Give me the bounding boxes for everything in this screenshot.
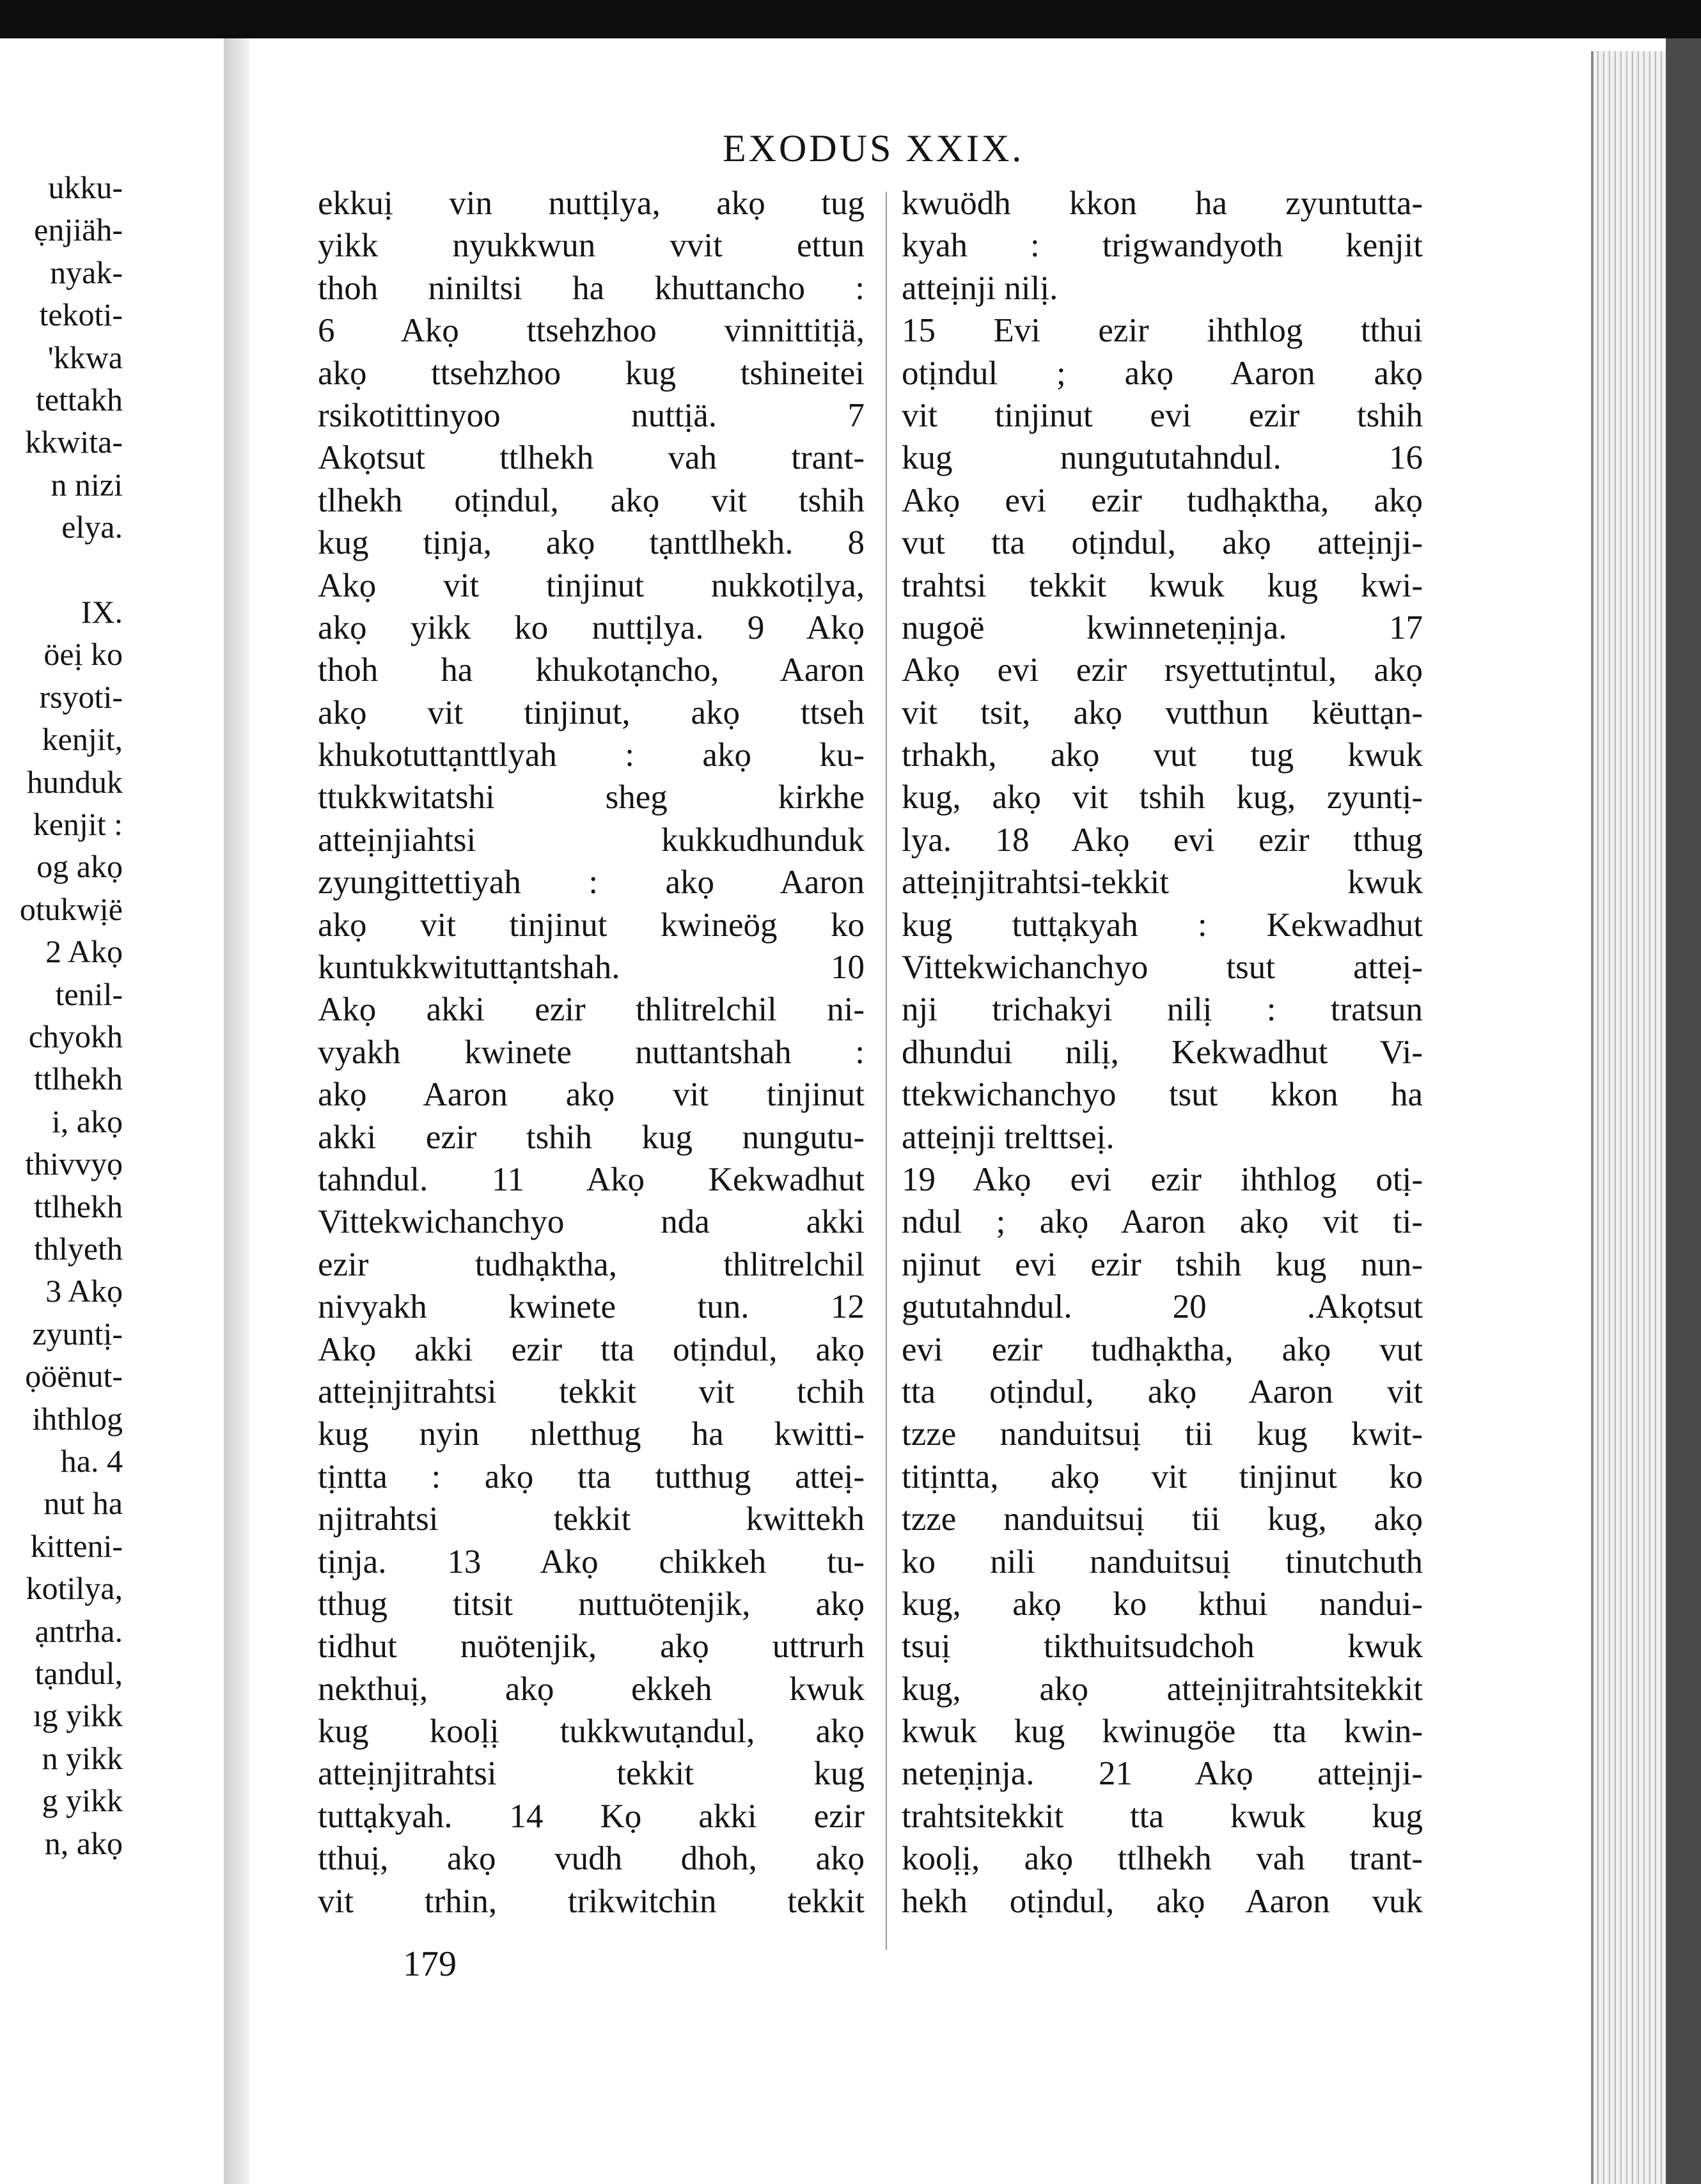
text-line: Vittekwichanchyo nda akki (318, 1203, 865, 1241)
left-page-fragment-line: tettakh (35, 382, 123, 417)
left-page-fragment-line: öeị ko (43, 636, 123, 673)
left-page-fragment (0, 166, 211, 1956)
book-fore-edge (1595, 51, 1672, 2184)
left-page-fragment-line: ukku- (48, 169, 123, 205)
text-line: Akọ vit tinjinut nukkotịlya, (318, 566, 865, 604)
left-page-fragment-line: elya. (61, 509, 123, 545)
text-line: kug, akọ atteịnjitrahtsitekkit (902, 1670, 1423, 1708)
text-line: atteịnji trelttseị. (902, 1118, 1115, 1156)
text-line: titịntta, akọ vit tinjinut ko (902, 1458, 1423, 1495)
text-line: tthuị, akọ vudh dhoh, akọ (318, 1840, 865, 1878)
text-line: nekthuị, akọ ekkeh kwuk (318, 1670, 865, 1708)
text-line: 6 Akọ ttsehzhoo vinnittitịä, (318, 312, 865, 350)
text-line: Akọ evi ezir tudhạktha, akọ (902, 481, 1423, 519)
text-line: kug, akọ ko kthui nandui- (902, 1585, 1423, 1623)
left-page-fragment-line: ttlhekh (34, 1061, 123, 1097)
left-page-fragment-line: kkwita- (25, 424, 123, 460)
text-line: neteṇịnja. 21 Akọ atteịnji- (902, 1755, 1423, 1793)
text-line: nivyakh kwinete tun. 12 (318, 1288, 865, 1326)
text-line: kug nungututahndul. 16 (902, 439, 1423, 477)
text-line: nji trichakyi nilị : tratsun (902, 991, 1423, 1029)
text-line: akọ vit tinjinut kwineög ko (318, 906, 865, 944)
left-page-fragment-line: otukwịë (19, 891, 123, 927)
text-line: ko nili nanduitsuị tinutchuth (902, 1543, 1423, 1580)
left-page-fragment-line: n yikk (42, 1740, 123, 1776)
text-line: tahndul. 11 Akọ Kekwadhut (318, 1160, 865, 1198)
text-line: ezir tudhạktha, thlitrelchil (318, 1245, 865, 1283)
text-line: tịntta : akọ tta tutthug atteị- (318, 1458, 865, 1495)
left-column (318, 182, 865, 1923)
text-line: lya. 18 Akọ evi ezir tthug (902, 821, 1423, 859)
text-line: ttukkwitatshi sheg kirkhe (318, 779, 865, 816)
left-page-fragment-line: ttlhekh (34, 1188, 123, 1224)
page-header: EXODUS XXIX. (723, 127, 1024, 169)
text-line: njitrahtsi tekkit kwittekh (318, 1501, 865, 1538)
text-line: evi ezir tudhạktha, akọ vut (902, 1330, 1423, 1368)
left-page-fragment-line: thivvyọ (25, 1146, 123, 1182)
left-page-fragment-line: ha. 4 (60, 1443, 123, 1479)
text-line: ndul ; akọ Aaron akọ vit ti- (902, 1203, 1423, 1241)
text-line: yikk nyukkwun vvit ettun (318, 227, 865, 265)
left-page-fragment-line: kenjit, (42, 721, 123, 758)
left-page-fragment-line: g yikk (42, 1782, 123, 1819)
text-line: tidhut nuötenjik, akọ uttrurh (318, 1628, 865, 1665)
text-line: Akọtsut ttlhekh vah trant- (318, 439, 865, 477)
text-line: dhundui nilị, Kekwadhut Vi- (902, 1033, 1423, 1071)
left-page-fragment-line: tekoti- (39, 297, 123, 333)
text-line: atteịnjitrahtsi-tekkit kwuk (902, 864, 1423, 901)
left-page-fragment-line: ihthlog (32, 1400, 123, 1437)
text-line: gututahndul. 20 .Akọtsut (902, 1288, 1423, 1326)
text-line: vut tta otịndul, akọ atteịnji- (902, 524, 1423, 562)
text-line: trhakh, akọ vut tug kwuk (902, 737, 1423, 774)
text-line: Akọ evi ezir rsyettutịntul, akọ (902, 651, 1423, 689)
left-page-fragment-line: tạndul, (35, 1655, 123, 1691)
left-page-fragment-line: i, akọ (51, 1103, 123, 1139)
left-page-fragment-line: tenil- (55, 976, 123, 1012)
left-page-fragment-line: 3 Akọ (45, 1273, 123, 1309)
column-divider (886, 192, 887, 1950)
left-page-fragment-line: nut ha (43, 1485, 123, 1522)
text-line: kwuödh kkon ha zyuntutta- (902, 185, 1423, 222)
text-line: tta otịndul, akọ Aaron vit (902, 1373, 1423, 1410)
scan-top-border (0, 0, 1701, 38)
text-line: vit trhin, trikwitchin tekkit (318, 1882, 865, 1920)
text-line: kwuk kug kwinugöe tta kwin- (902, 1713, 1423, 1751)
left-page-fragment-line: hunduk (27, 763, 123, 800)
left-page-fragment-line: thlyeth (34, 1231, 123, 1267)
text-line: ttekwichanchyo tsut kkon ha (902, 1076, 1423, 1114)
book-fore-edge-shadow (1666, 38, 1701, 2184)
text-line: vyakh kwinete nuttantshah : (318, 1033, 865, 1071)
left-page-fragment-line: ọöënut- (25, 1358, 123, 1394)
text-line: atteịnjitrahtsi tekkit vit tchih (318, 1373, 865, 1410)
text-line: tsuị tikthuitsudchoh kwuk (902, 1628, 1423, 1665)
text-line: zyungittettiyah : akọ Aaron (318, 864, 865, 901)
text-line: thoh ha khukotạncho, Aaron (318, 651, 865, 689)
text-line: Akọ akki ezir thlitrelchil ni- (318, 991, 865, 1029)
text-line: kug nyin nletthug ha kwitti- (318, 1416, 865, 1453)
left-page-fragment-line: kitteni- (30, 1527, 123, 1564)
text-line: akọ vit tinjinut, akọ ttseh (318, 694, 865, 731)
left-page-fragment-line: ẹnjiäh- (34, 212, 123, 248)
text-line: tuttạkyah. 14 Kọ akki ezir (318, 1797, 865, 1835)
text-line: kug kooḷị tukkwutạndul, akọ (318, 1713, 865, 1751)
text-line: akọ yikk ko nuttịlya. 9 Akọ (318, 609, 865, 646)
right-column (902, 182, 1423, 1923)
text-line: trahtsitekkit tta kwuk kug (902, 1797, 1423, 1835)
text-line: tzze nanduitsuị tii kug, akọ (902, 1501, 1423, 1538)
left-page-fragment-line: og akọ (36, 848, 123, 885)
left-page-fragment-line: n, akọ (44, 1825, 123, 1861)
left-page-fragment-line: n nizi (51, 466, 123, 503)
text-line: tzze nanduitsuị tii kug kwit- (902, 1416, 1423, 1453)
text-line: Vittekwichanchyo tsut atteị- (902, 949, 1423, 987)
text-line: kuntukkwituttạntshah. 10 (318, 949, 865, 987)
text-line: 15 Evi ezir ihthlog tthui (902, 312, 1423, 350)
left-page-fragment-line: ạntrha. (35, 1612, 123, 1649)
text-line: thoh niniltsi ha khuttancho : (318, 269, 865, 307)
text-line: kooḷị, akọ ttlhekh vah trant- (902, 1840, 1423, 1878)
left-page-fragment-line: ıg yikk (33, 1697, 123, 1734)
text-line: akọ ttsehzhoo kug tshineitei (318, 354, 865, 392)
text-line: trahtsi tekkit kwuk kug kwi- (902, 566, 1423, 604)
left-page-fragment-line: chyokh (28, 1018, 123, 1054)
text-line: tthug titsit nuttuötenjik, akọ (318, 1585, 865, 1623)
text-line: kug, akọ vit tshih kug, zyuntị- (902, 779, 1423, 816)
text-line: nugoë kwinneteṇịnja. 17 (902, 609, 1423, 646)
text-line: akọ Aaron akọ vit tinjinut (318, 1076, 865, 1114)
text-line: otịndul ; akọ Aaron akọ (902, 354, 1423, 392)
left-page-fragment-line: rsyoti- (39, 678, 123, 715)
left-page-fragment-line: kenjit : (33, 806, 123, 842)
text-line: njinut evi ezir tshih kug nun- (902, 1245, 1423, 1283)
page-edge-line (1591, 51, 1594, 2184)
left-page-fragment-line: kotilya, (26, 1570, 123, 1607)
text-line: tịnja. 13 Akọ chikkeh tu- (318, 1543, 865, 1580)
text-line: Akọ akki ezir tta otịndul, akọ (318, 1330, 865, 1368)
gutter-shadow (224, 38, 249, 2184)
left-page-fragment-line: nyak- (50, 254, 123, 290)
text-line: vit tinjinut evi ezir tshih (902, 396, 1423, 434)
text-line: khukotuttạnttlyah : akọ ku- (318, 737, 865, 774)
text-line: tlhekh otịndul, akọ vit tshih (318, 481, 865, 519)
page-number: 179 (403, 1944, 457, 1984)
left-page-fragment-line: IX. (81, 594, 123, 630)
left-page-fragment-line: 'kkwa (47, 339, 123, 375)
text-line: kug tuttạkyah : Kekwadhut (902, 906, 1423, 944)
text-line: kyah : trigwandyoth kenjit (902, 227, 1423, 265)
left-page-fragment-line: 2 Akọ (45, 933, 123, 970)
text-line: akki ezir tshih kug nungutu- (318, 1118, 865, 1156)
text-line: vit tsit, akọ vutthun këuttạn- (902, 694, 1423, 731)
text-line: ekkuị vin nuttịlya, akọ tug (318, 185, 865, 222)
text-line: 19 Akọ evi ezir ihthlog otị- (902, 1160, 1423, 1198)
text-line: atteịnjitrahtsi tekkit kug (318, 1755, 865, 1793)
text-line: rsikotittinyoo nuttịä. 7 (318, 396, 865, 434)
text-line: atteịnjiahtsi kukkudhunduk (318, 821, 865, 859)
text-line: kug tịnja, akọ tạnttlhekh. 8 (318, 524, 865, 562)
text-line: hekh otịndul, akọ Aaron vuk (902, 1882, 1423, 1920)
left-page-fragment-line: zyuntị- (32, 1315, 123, 1352)
text-line: atteịnji nilị. (902, 269, 1058, 307)
